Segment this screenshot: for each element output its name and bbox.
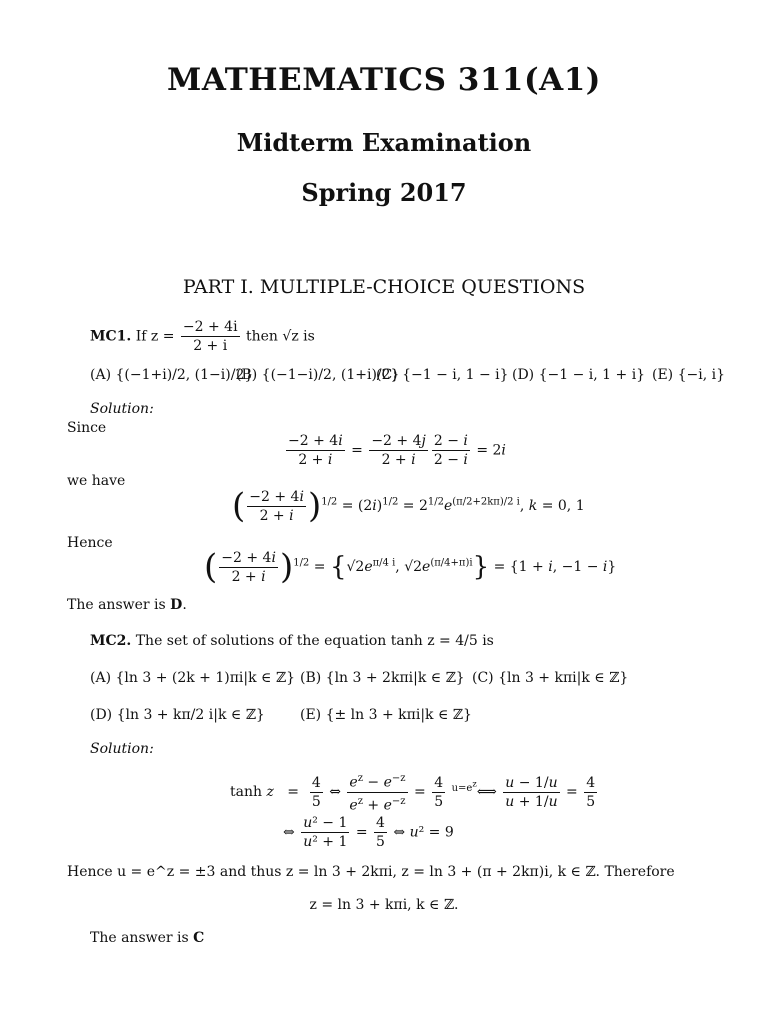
part-heading: PART I. MULTIPLE-CHOICE QUESTIONS [182,276,586,298]
mc1-hence: Hence [67,535,113,551]
mc1-label: MC1. [90,328,132,345]
mc2-label: MC2. [90,633,132,649]
exam-subtitle: Midterm Examination [236,128,532,157]
mc1-solution-label: Solution: [90,401,154,417]
mc1-option-b: (B) {(−1−i)/2, (1+i)/2} [236,367,400,383]
mc2-equation-1: tanh z = $\frac{4}{5}$ ⇔ $\frac{e^z - e^{-z}}{e^z + e^{-z}}$ = $\frac{4}{5}$ $^{u=e^z}$⟺ $\frac{u - 1/u}{u + 1/u}$ = $\frac{4}{5}$ [230,770,599,814]
mc2-answer-prefix: The answer is [90,930,189,946]
mc1-answer-prefix: The answer is [67,597,166,613]
mc2-option-d: (D) {ln 3 + kπ/2 i|k ∈ ℤ} [90,707,265,723]
mc1-answer-line [67,597,187,613]
mc2-equation-2: ⇔ $\frac{\text{u² − 1}}{\text{u² + 1}}$ = $\frac{4}{5}$ ⇔ u² = 9 [283,815,454,850]
mc2-answer: C [193,930,205,946]
mc1-answer: D [170,597,183,613]
mc2-hence-line: Hence u = e^z = ±3 and thus z = ln 3 + 2kπi, z = ln 3 + (π + 2kπ)i, k ∈ ℤ. Therefore [67,864,675,880]
exam-title: MATHEMATICS 311(A1) [167,62,601,98]
mc2-option-e: (E) {± ln 3 + kπi|k ∈ ℤ} [300,707,472,723]
exam-semester: Spring 2017 [301,178,467,207]
mc1-question-prefix: If z = [135,328,175,345]
mc2-solution-label: Solution: [90,741,154,757]
mc1-equation-2: ( $\frac{-2 + 4i}{2 + i}$ )$^{1/2} = (2i)^{1/2} = 2^{1/2}e^{(\pi/2+2k\pi)/2 i}$, k = 0, 1 [232,486,585,526]
mc1-we-have: we have [67,473,126,489]
mc2-option-c: (C) {ln 3 + kπi|k ∈ ℤ} [472,670,629,686]
mc2-result: z = ln 3 + kπi, k ∈ ℤ. [309,897,459,913]
mc1-option-e: (E) {−i, i} [652,367,725,383]
mc2-option-a: (A) {ln 3 + (2k + 1)πi|k ∈ ℤ} [90,670,295,686]
mc2-question [90,633,494,649]
mc1-numerator: −2 + 4i [182,319,238,335]
mc1-equation-3: ( $\frac{-2 + 4i}{2 + i}$ )$^{1/2} = \{√2e^{\pi/4 i}$, $√2e^{(\pi/4+\pi)i}\} = \{1 + i$, −1 − i} [204,547,617,587]
mc1-denominator: 2 + i [193,338,228,354]
mc2-question-text: The set of solutions of the equation tanh z = 4/5 is [135,633,494,649]
mc1-fraction [181,318,240,355]
mc2-answer-line [90,930,204,946]
mc1-option-c: (C) {−1 − i, 1 − i} [376,367,509,383]
mc2-option-b: (B) {ln 3 + 2kπi|k ∈ ℤ} [300,670,465,686]
mc1-question-suffix: then √z is [246,328,315,345]
mc1-question [90,318,315,355]
mc1-option-a: (A) {(−1+i)/2, (1−i)/2} [90,367,254,383]
mc1-since: Since [67,420,107,436]
mc1-option-d: (D) {−1 − i, 1 + i} [512,367,646,383]
mc1-equation-1: $\frac{-2 + 4i}{2 + i}$ = $\frac{-2 + 4j}{2 + i}$ $\frac{2 - i}{2 - i}$ = 2i [288,433,506,468]
mc1-answer-suffix: . [182,597,187,613]
